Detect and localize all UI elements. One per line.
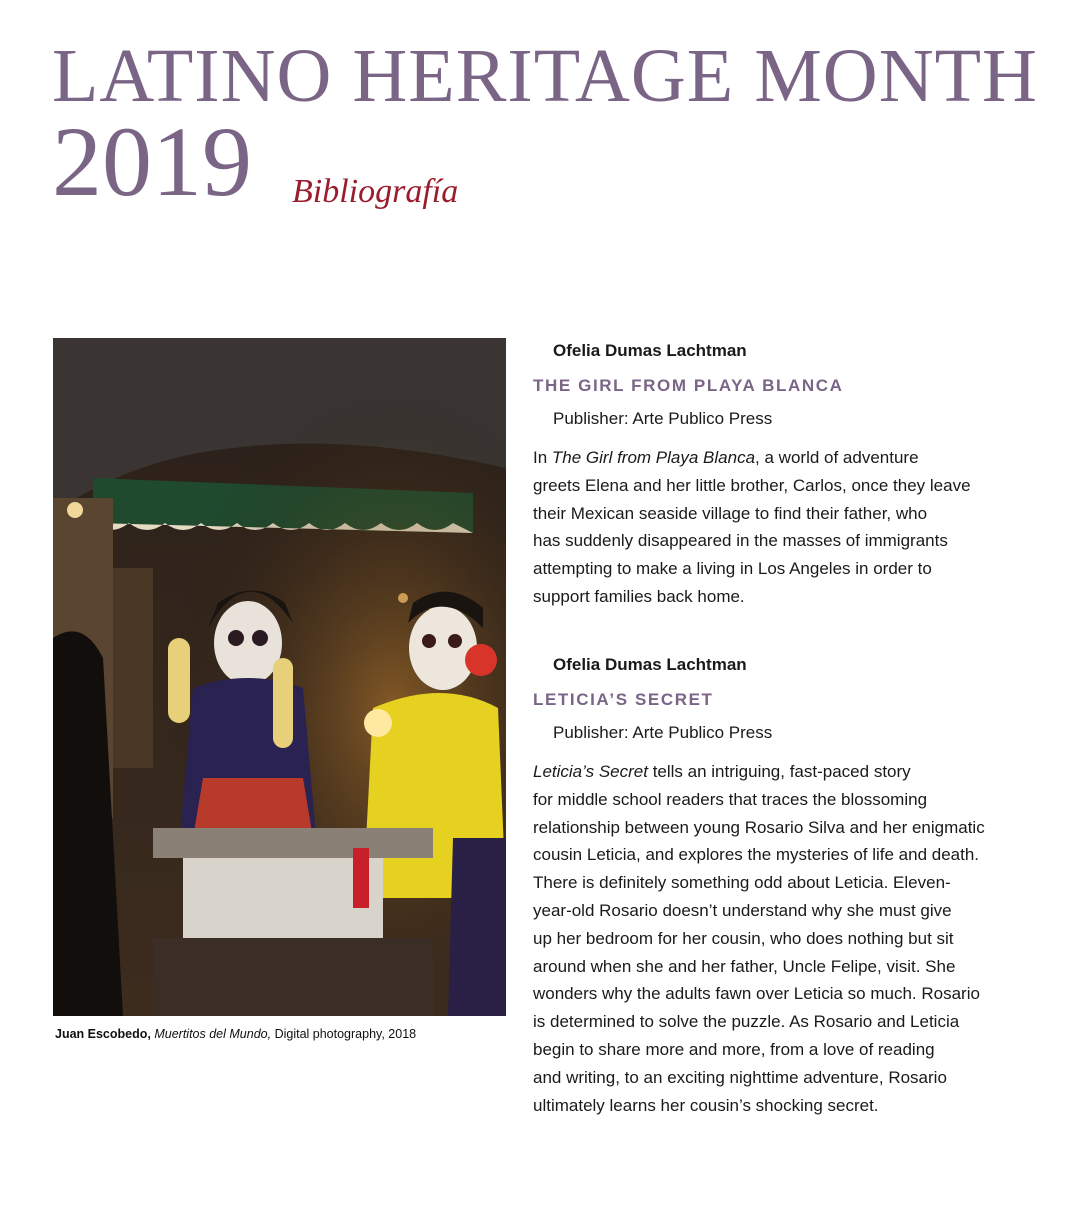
photo-caption <box>55 1026 515 1042</box>
description-line: begin to share more and more, from a love of reading <box>533 1039 935 1059</box>
book-entry <box>533 338 1003 611</box>
book-publisher: Publisher: Arte Publico Press <box>553 409 773 428</box>
description-line: relationship between young Rosario Silva and her enigmatic <box>533 817 985 837</box>
description-line: their Mexican seaside village to find their father, who <box>533 503 928 523</box>
description-line: for middle school readers that traces the blossoming <box>533 789 928 809</box>
description-line: ultimately learns her cousin’s shocking secret. <box>533 1095 879 1115</box>
description-text: In <box>533 448 552 467</box>
description-line: is determined to solve the puzzle. As Rosario and Leticia <box>533 1012 960 1032</box>
description-line: greets Elena and her little brother, Carlos, once they leave <box>533 475 971 495</box>
description-line: support families back home. <box>533 586 745 606</box>
book-publisher: Publisher: Arte Publico Press <box>553 723 773 742</box>
description-line: cousin Leticia, and explores the mysteries of life and death. <box>533 845 980 865</box>
page-title: LATINO HERITAGE MONTH <box>52 34 1038 118</box>
description-line: around when she and her father, Uncle Felipe, visit. She <box>533 956 956 976</box>
description-line <box>533 758 993 786</box>
book-entry <box>533 652 1003 1119</box>
page-subtitle: Bibliografía <box>292 173 459 210</box>
book-title: LETICIA’S SECRET <box>533 690 714 709</box>
caption-author: Juan Escobedo, <box>55 1027 151 1041</box>
description-line <box>533 444 993 472</box>
description-line: attempting to make a living in Los Angeles in order to <box>533 559 932 579</box>
description-line: wonders why the adults fawn over Leticia so much. Rosario <box>533 984 980 1004</box>
description-book-title: Leticia’s Secret <box>533 762 648 781</box>
description-book-title: The Girl from Playa Blanca <box>551 448 756 467</box>
description-line: has suddenly disappeared in the masses of immigrants <box>533 531 948 551</box>
featured-photo <box>53 338 506 1016</box>
book-author: Ofelia Dumas Lachtman <box>553 341 747 360</box>
description-text: , a world of adventure <box>755 448 919 467</box>
description-text: tells an intriguing, fast-paced story <box>647 762 911 781</box>
caption-artwork-title: Muertitos del Mundo, <box>154 1027 272 1041</box>
description-line: There is definitely something odd about Leticia. Eleven- <box>533 873 951 893</box>
book-title: THE GIRL FROM PLAYA BLANCA <box>533 376 844 395</box>
description-line: and writing, to an exciting nighttime adventure, Rosario <box>533 1067 947 1087</box>
page-title-year: 2019 <box>52 106 252 217</box>
description-line: up her bedroom for her cousin, who does nothing but sit <box>533 928 954 948</box>
description-line: year-old Rosario doesn’t understand why she must give <box>533 900 952 920</box>
caption-details: Digital photography, 2018 <box>274 1027 417 1041</box>
book-description <box>533 758 993 1119</box>
featured-photo-illustration <box>53 338 506 1016</box>
book-description <box>533 444 993 611</box>
book-author: Ofelia Dumas Lachtman <box>553 655 747 674</box>
